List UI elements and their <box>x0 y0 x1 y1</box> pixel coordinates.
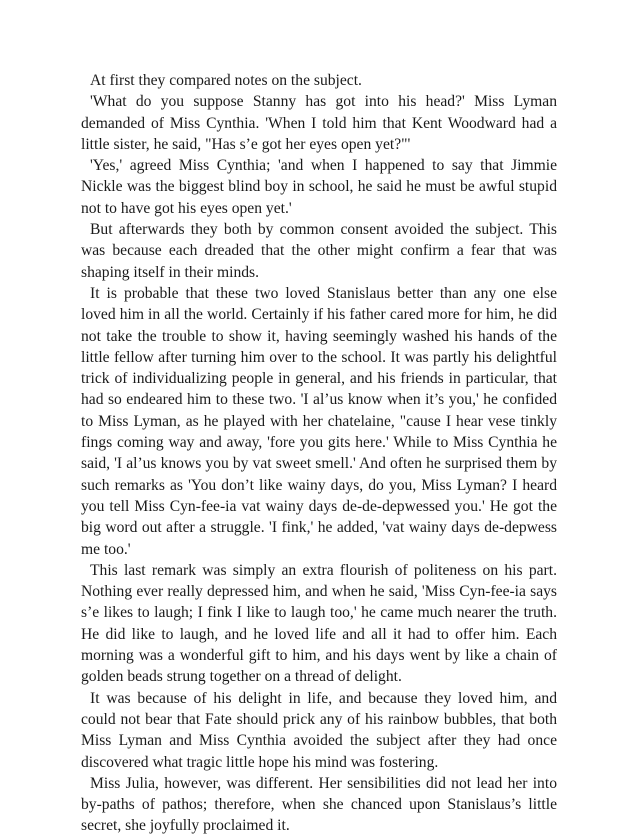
paragraph-3: 'Yes,' agreed Miss Cynthia; 'and when I happened to say that Jimmie Nickle was the biggest blind boy in school, he said he must be awful stupid not to have got his eyes open yet.' <box>81 157 557 217</box>
paragraph-4: But afterwards they both by common consent avoided the subject. This was because each dreaded that the other might confirm a fear that was shaping itself in their minds. <box>81 221 557 281</box>
paragraph-2: 'What do you suppose Stanny has got into his head?' Miss Lyman demanded of Miss Cynthia. 'When I told him that Kent Woodward had a little sister, he said, "Has s’e got her eyes open yet?"' <box>81 93 557 153</box>
paragraph-6: This last remark was simply an extra flourish of politeness on his part. Nothing ever really depressed him, and when he said, 'Miss Cyn-fee-ia says s’e likes to laugh; I fink I like to laugh too,' he came much nearer the truth. He did like to laugh, and he loved life and all it had to offer him. Each morning was a wonderful gift to him, and his days went by like a chain of golden beads strung together on a thread of delight. <box>81 561 557 686</box>
paragraph-5: It is probable that these two loved Stanislaus better than any one else loved him in all the world. Certainly if his father cared more for him, he did not take the trouble to show it, having seemingly washed his hands of the little fellow after turning him over to the school. It was partly his delightful trick of individualizing people in general, and his friends in particular, that had so endeared him to these two. 'I al’us know when it’s you,' he confided to Miss Lyman, as he played with her chatelaine, "cause I hear vese tinkly fings coming way and away, 'fore you gits here.' While to Miss Cynthia he said, 'I al’us knows you by vat sweet smell.' And often he surprised them by such remarks as 'You don’t like wainy days, do you, Miss Lyman? I heard you tell Miss Cyn-fee-ia vat wainy days de-de-depwessed you.' He got the big word out after a struggle. 'I fink,' he added, 'vat wainy days de-depwess me too.' <box>81 284 557 558</box>
paragraph-1: At first they compared notes on the subject. <box>90 72 362 89</box>
book-page <box>81 70 557 837</box>
paragraph-8: Miss Julia, however, was different. Her sensibilities did not lead her into by-paths of pathos; therefore, when she chanced upon Stanislaus’s little secret, she joyfully proclaimed it. <box>81 774 557 835</box>
paragraph-7: It was because of his delight in life, and because they loved him, and could not bear that Fate should prick any of his rainbow bubbles, that both Miss Lyman and Miss Cynthia avoided the subject after they had once discovered what tragic little hope his mind was fostering. <box>81 689 557 771</box>
